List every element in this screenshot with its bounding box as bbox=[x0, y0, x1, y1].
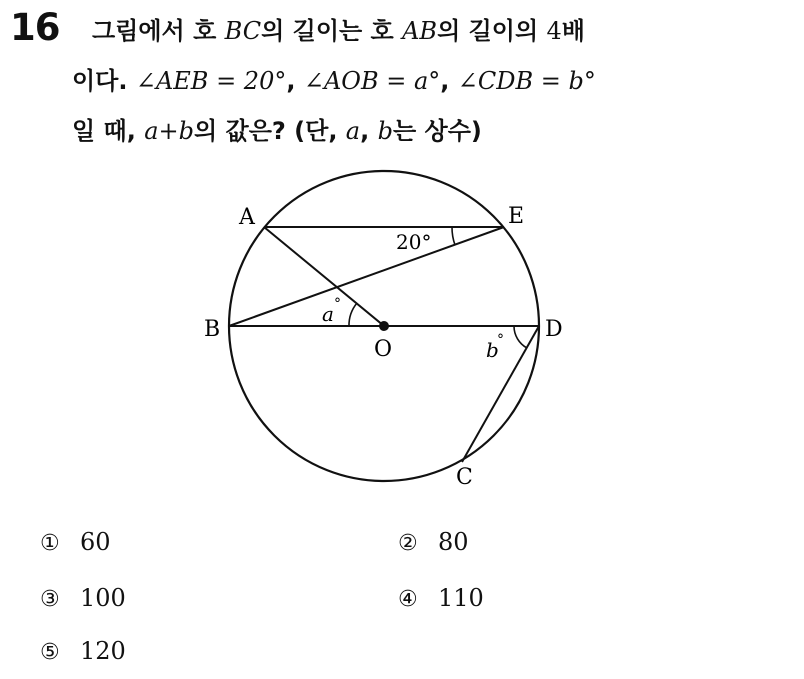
question-text: 일 때, bbox=[72, 117, 145, 145]
question-text: 이다. bbox=[72, 67, 136, 95]
math-a-plus-b: a+b bbox=[144, 117, 194, 145]
label-point-e: E bbox=[508, 204, 525, 229]
math-b: b bbox=[377, 117, 393, 145]
choice-3-mark: ③ bbox=[40, 587, 60, 612]
question-line-1 bbox=[92, 14, 585, 48]
question-text: 그림에서 호 bbox=[92, 17, 225, 45]
question-text: , bbox=[286, 67, 304, 95]
choice-1[interactable] bbox=[40, 527, 111, 559]
label-point-d: D bbox=[545, 317, 563, 342]
math-a: a bbox=[345, 117, 361, 145]
choice-4[interactable] bbox=[398, 583, 484, 615]
label-point-o: O bbox=[374, 337, 393, 362]
question-text: 의 길이의 bbox=[437, 17, 547, 45]
label-angle-a-deg: ° bbox=[334, 296, 341, 312]
choice-1-mark: ① bbox=[40, 531, 60, 556]
question-text: 의 값은? (단, bbox=[193, 117, 346, 145]
label-angle-b: b bbox=[486, 338, 499, 362]
question-text: 의 길이는 호 bbox=[261, 17, 403, 45]
choice-1-value: 60 bbox=[80, 528, 111, 556]
center-point bbox=[379, 321, 389, 331]
question-text: , bbox=[360, 117, 378, 145]
choice-2[interactable] bbox=[398, 527, 469, 559]
question-line-3 bbox=[72, 114, 482, 148]
label-point-a: A bbox=[239, 205, 255, 230]
choice-3-value: 100 bbox=[80, 584, 126, 612]
angle-arc-aeb bbox=[452, 227, 455, 245]
choice-2-mark: ② bbox=[398, 531, 418, 556]
question-text: , bbox=[440, 67, 458, 95]
math-number-4: 4 bbox=[546, 17, 562, 45]
choice-5[interactable] bbox=[40, 636, 126, 668]
question-line-2 bbox=[72, 64, 596, 98]
angle-arc-aob bbox=[349, 303, 357, 326]
circle-figure bbox=[180, 160, 570, 500]
choice-3[interactable] bbox=[40, 583, 126, 615]
label-angle-a: a bbox=[322, 302, 334, 326]
choice-4-mark: ④ bbox=[398, 587, 418, 612]
math-angle-aeb: ∠AEB = 20° bbox=[135, 67, 287, 95]
choice-4-value: 110 bbox=[438, 584, 484, 612]
choice-5-value: 120 bbox=[80, 637, 126, 665]
math-arc-bc: BC bbox=[224, 17, 262, 45]
math-angle-aob: ∠AOB = a° bbox=[303, 67, 441, 95]
label-point-b: B bbox=[204, 317, 221, 342]
label-angle-aeb: 20° bbox=[396, 230, 432, 254]
question-text: 배 bbox=[561, 17, 585, 45]
math-arc-ab: AB bbox=[402, 17, 438, 45]
choice-5-mark: ⑤ bbox=[40, 640, 60, 665]
angle-arc-cdb bbox=[514, 326, 527, 348]
math-angle-cdb: ∠CDB = b° bbox=[457, 67, 596, 95]
label-point-c: C bbox=[456, 465, 473, 490]
question-text: 는 상수) bbox=[392, 117, 482, 145]
label-angle-b-deg: ° bbox=[497, 332, 504, 348]
question-number: 16 bbox=[10, 6, 60, 49]
choice-2-value: 80 bbox=[438, 528, 469, 556]
